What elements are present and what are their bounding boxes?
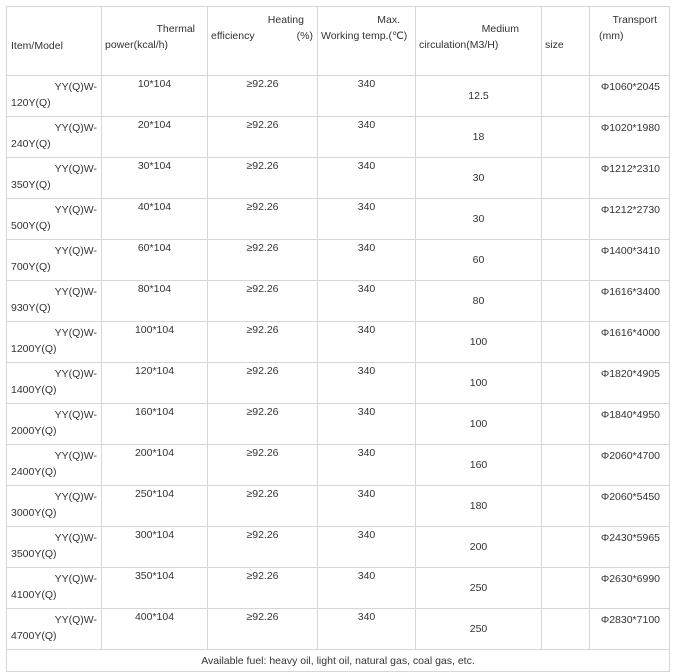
header-transport-line2: (mm) bbox=[599, 30, 624, 42]
model-cell bbox=[7, 322, 102, 363]
heating-efficiency-cell: ≥92.26 bbox=[208, 281, 318, 322]
heating-efficiency-cell: ≥92.26 bbox=[208, 568, 318, 609]
model-prefix: YY(Q)W- bbox=[54, 122, 97, 134]
model-suffix: 1200Y(Q) bbox=[11, 343, 57, 355]
model-suffix: 500Y(Q) bbox=[11, 220, 51, 232]
thermal-power-cell: 40*104 bbox=[102, 199, 208, 240]
transport-size-cell: Φ2430*5965 bbox=[590, 527, 670, 568]
model-prefix: YY(Q)W- bbox=[54, 450, 97, 462]
transport-size-cell: Φ2060*4700 bbox=[590, 445, 670, 486]
model-cell bbox=[7, 363, 102, 404]
medium-circulation-cell: 60 bbox=[416, 240, 542, 281]
size-cell bbox=[542, 363, 590, 404]
header-thermal-line1: Thermal bbox=[156, 23, 195, 35]
transport-size-cell: Φ1020*1980 bbox=[590, 117, 670, 158]
max-temp-cell: 340 bbox=[318, 568, 416, 609]
transport-size-cell: Φ1212*2730 bbox=[590, 199, 670, 240]
model-cell bbox=[7, 240, 102, 281]
footer-row bbox=[7, 650, 670, 672]
model-prefix: YY(Q)W- bbox=[54, 245, 97, 257]
heating-efficiency-cell: ≥92.26 bbox=[208, 486, 318, 527]
heating-efficiency-cell: ≥92.26 bbox=[208, 240, 318, 281]
model-cell bbox=[7, 117, 102, 158]
medium-circulation-cell: 80 bbox=[416, 281, 542, 322]
table-row bbox=[7, 158, 670, 199]
max-temp-cell: 340 bbox=[318, 322, 416, 363]
max-temp-cell: 340 bbox=[318, 240, 416, 281]
thermal-power-cell: 400*104 bbox=[102, 609, 208, 650]
table-row bbox=[7, 486, 670, 527]
thermal-power-cell: 20*104 bbox=[102, 117, 208, 158]
model-cell bbox=[7, 609, 102, 650]
heating-efficiency-cell: ≥92.26 bbox=[208, 322, 318, 363]
table-row bbox=[7, 568, 670, 609]
max-temp-cell: 340 bbox=[318, 158, 416, 199]
header-thermal-power bbox=[102, 7, 208, 76]
model-suffix: 2000Y(Q) bbox=[11, 425, 57, 437]
thermal-power-cell: 200*104 bbox=[102, 445, 208, 486]
header-model bbox=[7, 7, 102, 76]
size-cell bbox=[542, 76, 590, 117]
heating-efficiency-cell: ≥92.26 bbox=[208, 527, 318, 568]
header-heating-efficiency bbox=[208, 7, 318, 76]
model-prefix: YY(Q)W- bbox=[54, 204, 97, 216]
thermal-power-cell: 30*104 bbox=[102, 158, 208, 199]
transport-size-cell: Φ1616*4000 bbox=[590, 322, 670, 363]
model-cell bbox=[7, 404, 102, 445]
header-model-label: Item/Model bbox=[11, 40, 63, 52]
table-row bbox=[7, 281, 670, 322]
model-prefix: YY(Q)W- bbox=[54, 614, 97, 626]
thermal-power-cell: 80*104 bbox=[102, 281, 208, 322]
header-heating-unit: (%) bbox=[296, 30, 313, 42]
header-transport bbox=[590, 7, 670, 76]
thermal-power-cell: 10*104 bbox=[102, 76, 208, 117]
header-max-temp bbox=[318, 7, 416, 76]
size-cell bbox=[542, 199, 590, 240]
heating-efficiency-cell: ≥92.26 bbox=[208, 158, 318, 199]
table-row bbox=[7, 76, 670, 117]
heating-efficiency-cell: ≥92.26 bbox=[208, 76, 318, 117]
header-heating-efficiency-word: efficiency bbox=[211, 30, 255, 42]
table-row bbox=[7, 322, 670, 363]
header-medium-line2: circulation(M3/H) bbox=[419, 39, 499, 51]
model-suffix: 700Y(Q) bbox=[11, 261, 51, 273]
max-temp-cell: 340 bbox=[318, 609, 416, 650]
header-size bbox=[542, 7, 590, 76]
size-cell bbox=[542, 240, 590, 281]
thermal-power-cell: 120*104 bbox=[102, 363, 208, 404]
medium-circulation-cell: 180 bbox=[416, 486, 542, 527]
heating-efficiency-cell: ≥92.26 bbox=[208, 445, 318, 486]
medium-circulation-cell: 18 bbox=[416, 117, 542, 158]
size-cell bbox=[542, 158, 590, 199]
table-row bbox=[7, 199, 670, 240]
size-cell bbox=[542, 609, 590, 650]
thermal-power-cell: 300*104 bbox=[102, 527, 208, 568]
header-medium-circulation bbox=[416, 7, 542, 76]
model-cell bbox=[7, 76, 102, 117]
medium-circulation-cell: 100 bbox=[416, 322, 542, 363]
max-temp-cell: 340 bbox=[318, 281, 416, 322]
model-prefix: YY(Q)W- bbox=[54, 327, 97, 339]
model-suffix: 350Y(Q) bbox=[11, 179, 51, 191]
header-thermal-line2: power(kcal/h) bbox=[105, 39, 169, 51]
model-prefix: YY(Q)W- bbox=[54, 491, 97, 503]
header-row bbox=[7, 7, 670, 76]
table-row bbox=[7, 363, 670, 404]
model-cell bbox=[7, 445, 102, 486]
transport-size-cell: Φ1212*2310 bbox=[590, 158, 670, 199]
transport-size-cell: Φ2060*5450 bbox=[590, 486, 670, 527]
model-suffix: 4700Y(Q) bbox=[11, 630, 57, 642]
spec-table bbox=[6, 6, 670, 672]
thermal-power-cell: 350*104 bbox=[102, 568, 208, 609]
max-temp-cell: 340 bbox=[318, 117, 416, 158]
model-prefix: YY(Q)W- bbox=[54, 163, 97, 175]
max-temp-cell: 340 bbox=[318, 199, 416, 240]
model-prefix: YY(Q)W- bbox=[54, 409, 97, 421]
table-row bbox=[7, 117, 670, 158]
max-temp-cell: 340 bbox=[318, 404, 416, 445]
model-suffix: 2400Y(Q) bbox=[11, 466, 57, 478]
header-maxtemp-line1: Max. bbox=[377, 14, 400, 26]
header-transport-line1: Transport bbox=[612, 14, 657, 26]
heating-efficiency-cell: ≥92.26 bbox=[208, 117, 318, 158]
model-cell bbox=[7, 486, 102, 527]
size-cell bbox=[542, 322, 590, 363]
size-cell bbox=[542, 445, 590, 486]
size-cell bbox=[542, 527, 590, 568]
medium-circulation-cell: 160 bbox=[416, 445, 542, 486]
footer-note: Available fuel: heavy oil, light oil, natural gas, coal gas, etc. bbox=[7, 650, 670, 672]
thermal-power-cell: 160*104 bbox=[102, 404, 208, 445]
thermal-power-cell: 60*104 bbox=[102, 240, 208, 281]
max-temp-cell: 340 bbox=[318, 527, 416, 568]
model-cell bbox=[7, 527, 102, 568]
table-row bbox=[7, 609, 670, 650]
transport-size-cell: Φ1840*4950 bbox=[590, 404, 670, 445]
model-suffix: 1400Y(Q) bbox=[11, 384, 57, 396]
medium-circulation-cell: 12.5 bbox=[416, 76, 542, 117]
thermal-power-cell: 100*104 bbox=[102, 322, 208, 363]
size-cell bbox=[542, 281, 590, 322]
transport-size-cell: Φ1820*4905 bbox=[590, 363, 670, 404]
model-prefix: YY(Q)W- bbox=[54, 532, 97, 544]
transport-size-cell: Φ1060*2045 bbox=[590, 76, 670, 117]
size-cell bbox=[542, 568, 590, 609]
medium-circulation-cell: 250 bbox=[416, 609, 542, 650]
model-prefix: YY(Q)W- bbox=[54, 286, 97, 298]
heating-efficiency-cell: ≥92.26 bbox=[208, 404, 318, 445]
size-cell bbox=[542, 117, 590, 158]
header-heating-line1: Heating bbox=[267, 14, 304, 26]
heating-efficiency-cell: ≥92.26 bbox=[208, 609, 318, 650]
header-medium-line1: Medium bbox=[481, 23, 519, 35]
max-temp-cell: 340 bbox=[318, 486, 416, 527]
model-suffix: 3500Y(Q) bbox=[11, 548, 57, 560]
transport-size-cell: Φ1400*3410 bbox=[590, 240, 670, 281]
model-prefix: YY(Q)W- bbox=[54, 368, 97, 380]
model-suffix: 3000Y(Q) bbox=[11, 507, 57, 519]
header-size-label: size bbox=[545, 39, 564, 51]
max-temp-cell: 340 bbox=[318, 363, 416, 404]
medium-circulation-cell: 30 bbox=[416, 158, 542, 199]
model-cell bbox=[7, 158, 102, 199]
medium-circulation-cell: 30 bbox=[416, 199, 542, 240]
model-suffix: 930Y(Q) bbox=[11, 302, 51, 314]
size-cell bbox=[542, 486, 590, 527]
table-row bbox=[7, 404, 670, 445]
header-heating-line2 bbox=[208, 28, 317, 44]
max-temp-cell: 340 bbox=[318, 76, 416, 117]
thermal-power-cell: 250*104 bbox=[102, 486, 208, 527]
medium-circulation-cell: 250 bbox=[416, 568, 542, 609]
table-row bbox=[7, 240, 670, 281]
model-suffix: 120Y(Q) bbox=[11, 97, 51, 109]
header-maxtemp-line2: Working temp.(℃) bbox=[321, 30, 408, 42]
medium-circulation-cell: 100 bbox=[416, 404, 542, 445]
transport-size-cell: Φ2630*6990 bbox=[590, 568, 670, 609]
model-cell bbox=[7, 199, 102, 240]
transport-size-cell: Φ1616*3400 bbox=[590, 281, 670, 322]
table-row bbox=[7, 445, 670, 486]
table-row bbox=[7, 527, 670, 568]
medium-circulation-cell: 200 bbox=[416, 527, 542, 568]
model-suffix: 240Y(Q) bbox=[11, 138, 51, 150]
model-prefix: YY(Q)W- bbox=[54, 81, 97, 93]
model-prefix: YY(Q)W- bbox=[54, 573, 97, 585]
max-temp-cell: 340 bbox=[318, 445, 416, 486]
medium-circulation-cell: 100 bbox=[416, 363, 542, 404]
model-cell bbox=[7, 568, 102, 609]
model-suffix: 4100Y(Q) bbox=[11, 589, 57, 601]
heating-efficiency-cell: ≥92.26 bbox=[208, 199, 318, 240]
transport-size-cell: Φ2830*7100 bbox=[590, 609, 670, 650]
model-cell bbox=[7, 281, 102, 322]
heating-efficiency-cell: ≥92.26 bbox=[208, 363, 318, 404]
size-cell bbox=[542, 404, 590, 445]
spec-table-body bbox=[7, 7, 670, 650]
